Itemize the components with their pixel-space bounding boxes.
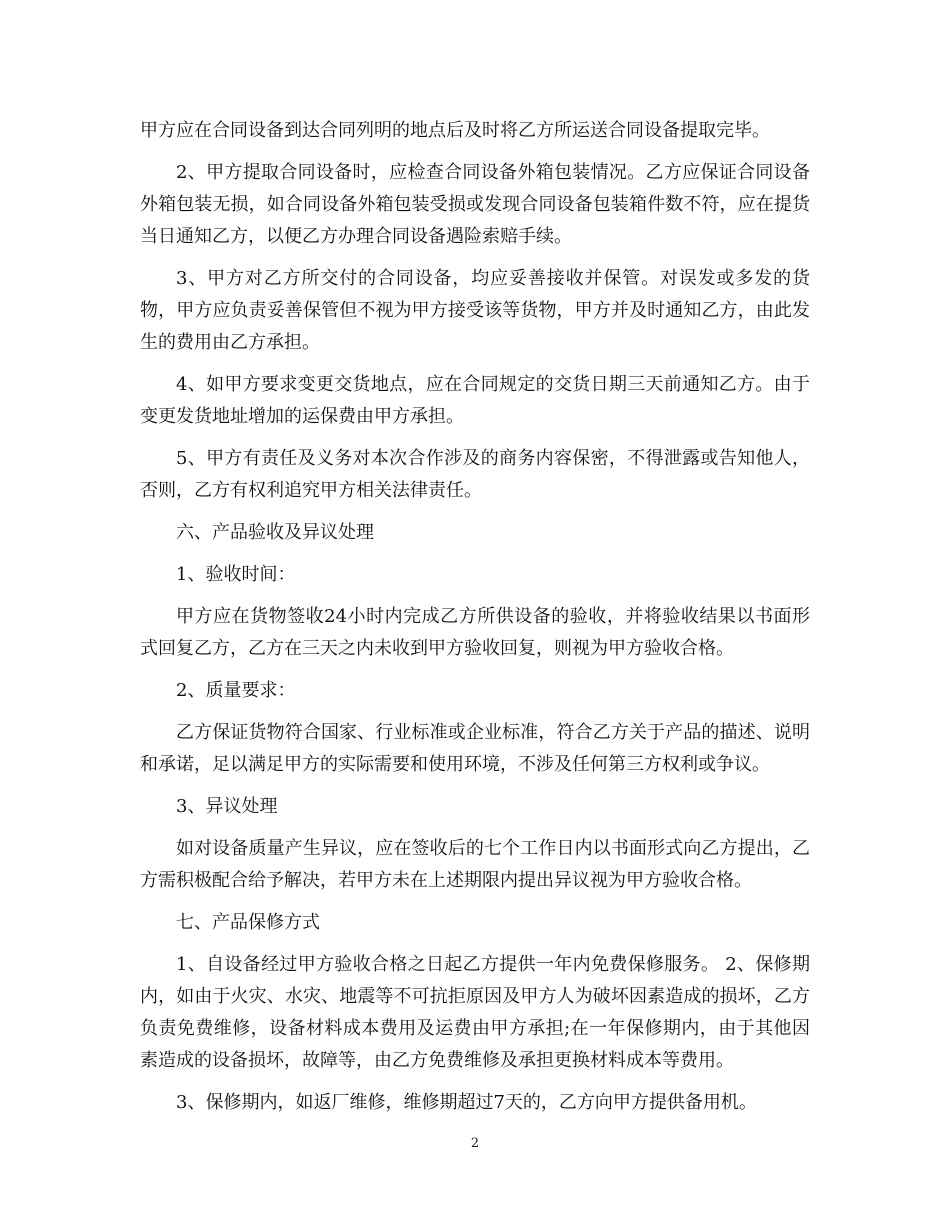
section-heading-acceptance: 六、产品验收及异议处理 bbox=[176, 522, 374, 543]
subheading-acceptance-time: 1、验收时间： bbox=[176, 564, 296, 585]
paragraph-continuation: 甲方应在合同设备到达合同列明的地点后及时将乙方所运送合同设备提取完毕。 bbox=[140, 120, 770, 141]
paragraph-clause-4-delivery-change: 4、如甲方要求变更交货地点，应在合同规定的交货日期三天前通知乙方。由于变更发货地址增加的运保费由甲方承担。 bbox=[140, 374, 810, 427]
paragraph-acceptance-time: 甲方应在货物签收24小时内完成乙方所供设备的验收，并将验收结果以书面形式回复乙方，乙方在三天之内未收到甲方验收回复，则视为甲方验收合格。 bbox=[140, 606, 810, 659]
subheading-quality-requirements: 2、质量要求： bbox=[176, 680, 296, 701]
paragraph-quality-requirements: 乙方保证货物符合国家、行业标准或企业标准，符合乙方关于产品的描述、说明和承诺，足以满足甲方的实际需要和使用环境，不涉及任何第三方权利或争议。 bbox=[140, 722, 810, 775]
paragraph-clause-5-confidentiality: 5、甲方有责任及义务对本次合作涉及的商务内容保密，不得泄露或告知他人，否则，乙方有权利追究甲方相关法律责任。 bbox=[140, 448, 810, 501]
document-body bbox=[140, 115, 810, 1129]
paragraph-warranty-spare-unit: 3、保修期内，如返厂维修，维修期超过7天的，乙方向甲方提供备用机。 bbox=[176, 1092, 757, 1113]
paragraph-warranty-terms: 1、自设备经过甲方验收合格之日起乙方提供一年内免费保修服务。 2、保修期内，如由于火灾、水灾、地震等不可抗拒原因及甲方人为破坏因素造成的损坏，乙方负责免费维修，设备材料成本费用及运费由甲方承担;在一年保修期内，由于其他因素造成的设备损坏，故障等，由乙方免费维修及承担更换材料成本等费用。 bbox=[140, 954, 810, 1071]
subheading-objection-handling: 3、异议处理 bbox=[176, 796, 278, 817]
paragraph-objection-handling: 如对设备质量产生异议，应在签收后的七个工作日内以书面形式向乙方提出，乙方需积极配合给予解决，若甲方未在上述期限内提出异议视为甲方验收合格。 bbox=[140, 838, 810, 891]
page-number: 2 bbox=[470, 1136, 480, 1151]
section-heading-warranty: 七、产品保修方式 bbox=[176, 912, 320, 933]
paragraph-clause-3-receipt-custody: 3、甲方对乙方所交付的合同设备，均应妥善接收并保管。对误发或多发的货物，甲方应负责妥善保管但不视为甲方接受该等货物，甲方并及时通知乙方，由此发生的费用由乙方承担。 bbox=[140, 268, 810, 353]
paragraph-clause-2-pickup-inspection: 2、甲方提取合同设备时，应检查合同设备外箱包装情况。乙方应保证合同设备外箱包装无损，如合同设备外箱包装受损或发现合同设备包装箱件数不符，应在提货当日通知乙方，以便乙方办理合同设备遇险索赔手续。 bbox=[140, 162, 810, 247]
